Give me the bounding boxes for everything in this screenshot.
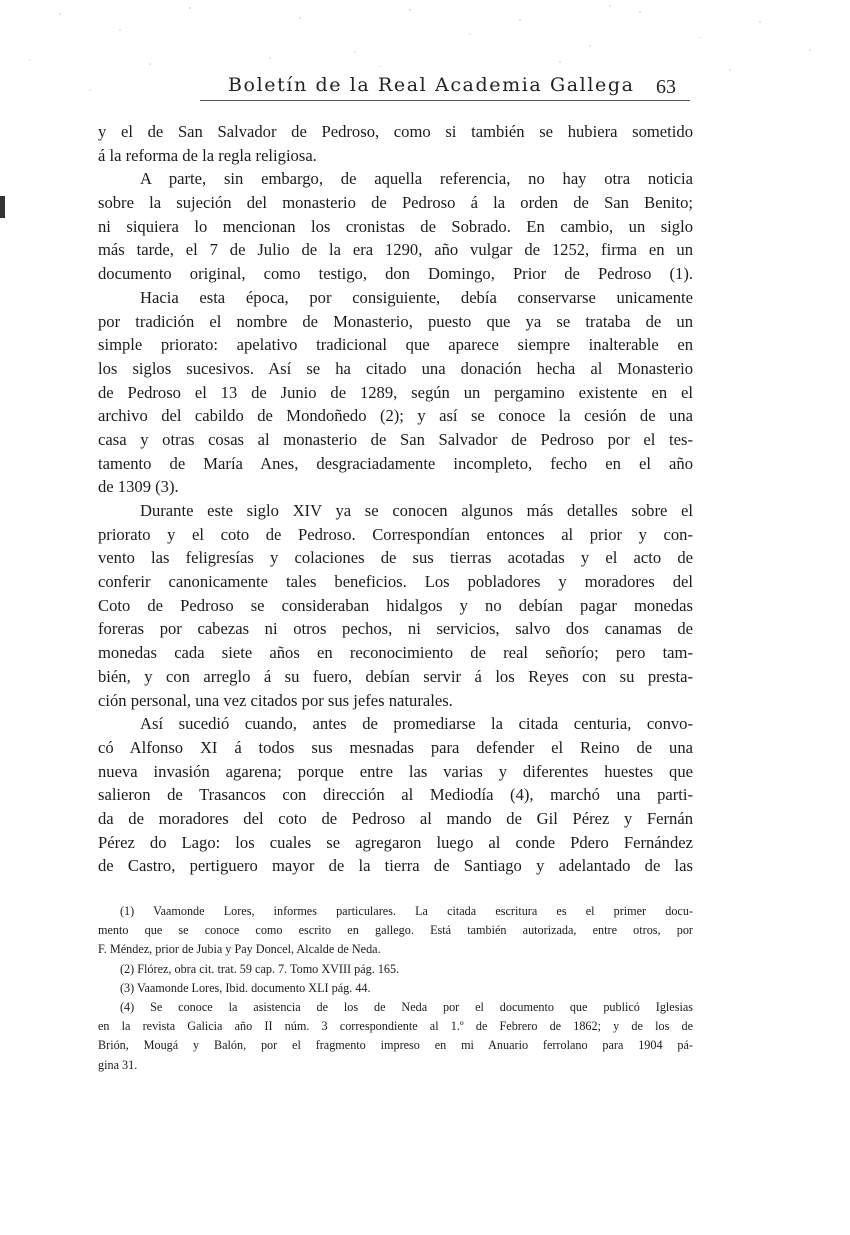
text-line: tamento de María Anes, desgraciadamente incompleto, fecho en el año [98,453,693,473]
footnotes [98,902,693,1075]
text-line: conferir canonicamente tales beneficios. Los pobladores y moradores del [98,572,693,592]
binding-edge-mark [0,196,5,218]
footnote-line: F. Méndez, prior de Jubia y Pay Doncel, Alcalde de Neda. [98,942,381,957]
text-line: á la reforma de la regla religiosa. [98,145,317,165]
text-line: nueva invasión agarena; porque entre las varias y diferentes huestes que [98,761,693,781]
text-line: ni siquiera lo mencionan los cronistas de Sobrado. En cambio, un siglo [98,216,693,236]
text-line: A parte, sin embargo, de aquella referencia, no hay otra noticia [140,169,693,189]
text-line: Durante este siglo XIV ya se conocen algunos más detalles sobre el [140,501,693,520]
text-line: de Pedroso el 13 de Junio de 1289, según un pergamino existente en el [98,382,693,402]
text-line: y el de San Salvador de Pedroso, como si también se hubiera sometido [98,122,693,141]
footnote-line: (3) Vaamonde Lores, Ibid. documento XLI pág. 44. [120,980,371,995]
text-line: casa y otras cosas al monasterio de San Salvador de Pedroso por el tes- [98,429,693,449]
text-line: da de moradores del coto de Pedroso al mando de Gil Pérez y Fernán [98,808,693,828]
footnote-line: (4) Se conoce la asistencia de los de Neda por el documento que publicó Iglesias [120,999,693,1014]
text-line: Hacia esta época, por consiguiente, debía conservarse unicamente [140,287,693,307]
text-line: sobre la sujeción del monasterio de Pedroso á la orden de San Benito; [98,193,693,213]
journal-title: Boletín de la Real Academia Gallega [228,74,635,96]
text-line: monedas cada siete años en reconocimiento de real señorío; pero tam- [98,643,693,663]
footnote-line: Brión, Mougá y Balón, por el fragmento impreso en mi Anuario ferrolano para 1904 pá- [98,1038,693,1053]
text-line: vento las feligresías y colaciones de sus tierras acotadas y el acto de [98,548,693,568]
text-line: los siglos sucesivos. Así se ha citado una donación hecha al Monasterio [98,358,693,378]
text-line: más tarde, el 7 de Julio de la era 1290, año vulgar de 1252, firma en un [98,240,693,260]
text-line: foreras por cabezas ni otros pechos, ni servicios, salvo dos canamas de [98,619,693,639]
text-line: Coto de Pedroso se consideraban hidalgos y no debían pagar monedas [98,595,693,615]
text-line: ción personal, una vez citados por sus jefes naturales. [98,690,453,710]
text-line: de 1309 (3). [98,477,179,497]
text-line: priorato y el coto de Pedroso. Correspondían entonces al prior y con- [98,524,693,544]
text-line: có Alfonso XI á todos sus mesnadas para defender el Reino de una [98,737,693,757]
footnote-line: (1) Vaamonde Lores, informes particulares. La citada escritura es el primer docu- [120,904,693,918]
text-line: por tradición el nombre de Monasterio, puesto que ya se trataba de un [98,311,693,331]
running-header [200,70,690,104]
footnote-line: mento que se conoce como escrito en gallego. Está también autorizada, entre otros, por [98,923,693,938]
text-line: simple priorato: apelativo tradicional que aparece siempre inalterable en [98,335,693,355]
text-line: Pérez do Lago: los cuales se agregaron luego al conde Pdero Fernández [98,832,693,852]
text-line: archivo del cabildo de Mondoñedo (2); y así se conoce la cesión de una [98,406,693,426]
text-line: salieron de Trasancos con dirección al Mediodía (4), marchó una parti- [98,785,693,805]
text-line: de Castro, pertiguero mayor de la tierra de Santiago y adelantado de las [98,856,693,876]
footnote-line: gina 31. [98,1057,138,1072]
footnote-line: (2) Flórez, obra cit. trat. 59 cap. 7. Tomo XVIII pág. 165. [120,961,400,976]
main-text [98,120,693,878]
header-rule [200,100,690,101]
text-line: documento original, como testigo, don Domingo, Prior de Pedroso (1). [98,264,693,284]
text-line: bién, y con arreglo á su fuero, debían servir á los Reyes con su presta- [98,666,693,686]
page-number: 63 [656,76,676,98]
text-line: Así sucedió cuando, antes de promediarse la citada centuria, convo- [140,714,693,734]
footnote-line: en la revista Galicia año II núm. 3 correspondiente al 1.º de Febrero de 1862; y de los de [98,1019,693,1034]
